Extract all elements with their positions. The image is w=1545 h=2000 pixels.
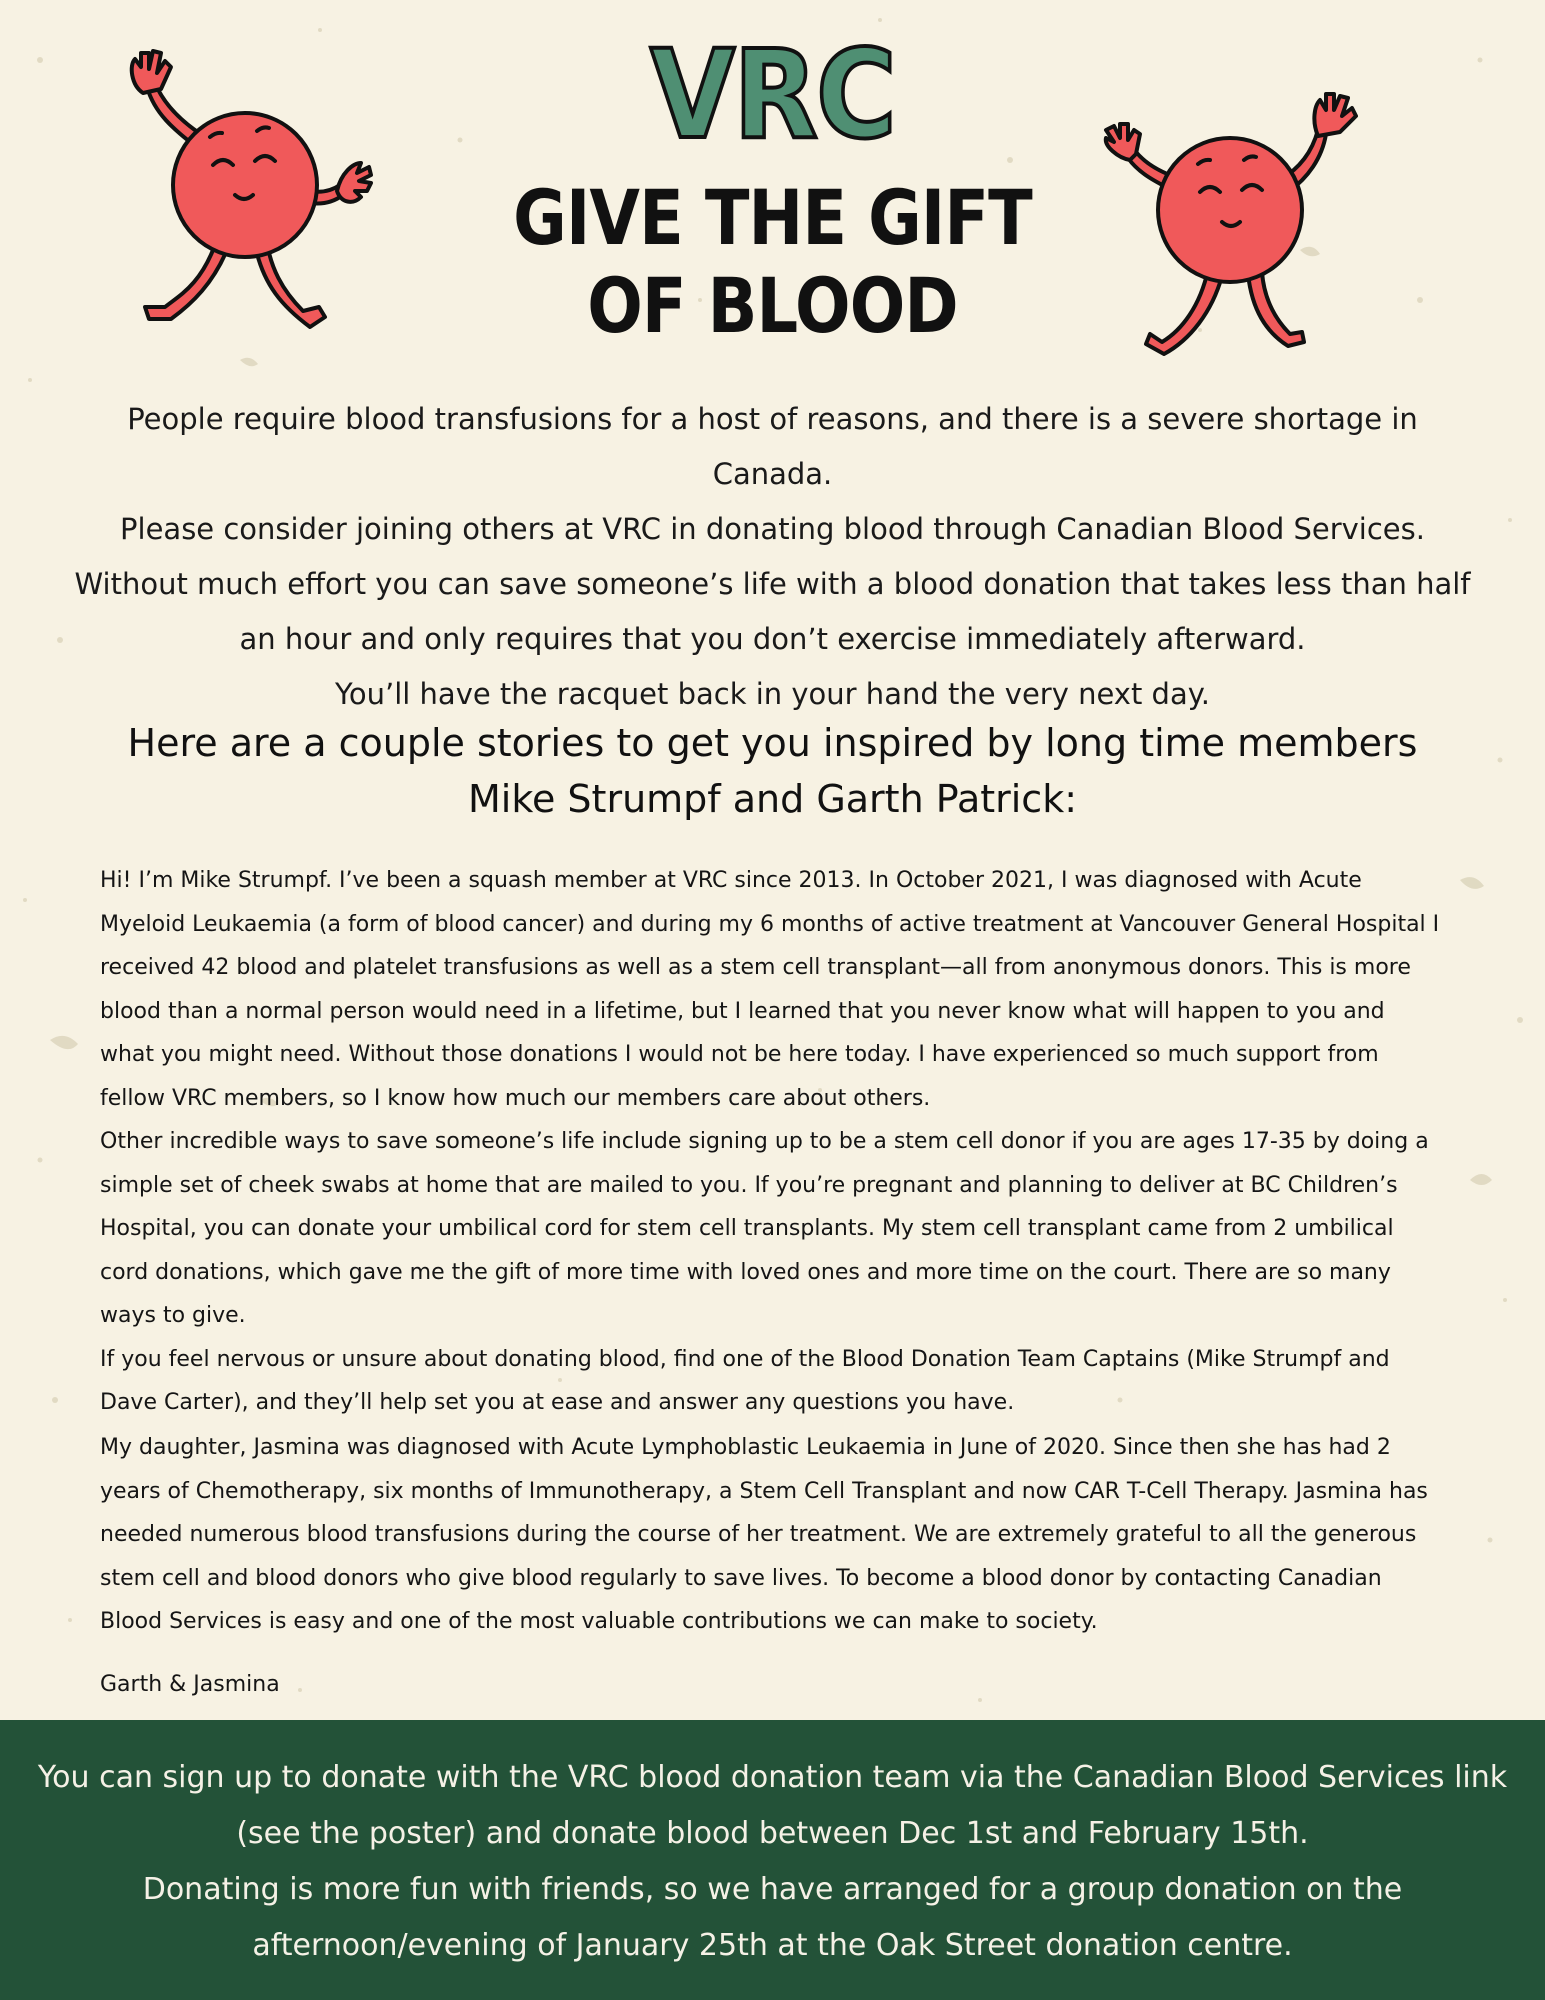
story-signature: Garth & Jasmina: [100, 1672, 280, 1697]
footer-line: You can sign up to donate with the VRC blood donation team via the Canadian Blood Services link: [37, 1760, 1508, 1795]
footer-line: afternoon/evening of January 25th at the Oak Street donation centre.: [252, 1928, 1293, 1963]
stories-heading-line-2: Mike Strumpf and Garth Patrick:: [467, 777, 1078, 821]
headline-line-2: OF BLOOD: [587, 261, 958, 350]
blood-drop-mascot-icon: [105, 45, 375, 345]
stories-heading-line-1: Here are a couple stories to get you inspired by long time members: [127, 721, 1418, 765]
story-paragraph: If you feel nervous or unsure about donating blood, find one of the Blood Donation Team Captains (Mike Strumpf and Dave Carter), and they’ll help set you at ease and answer any questions you have.: [100, 1346, 1390, 1415]
intro-line: You’ll have the racquet back in your hand the very next day.: [335, 677, 1210, 711]
intro-line: Please consider joining others at VRC in donating blood through Canadian Blood Services.: [120, 512, 1425, 546]
story-paragraph: Other incredible ways to save someone’s life include signing up to be a stem cell donor if you are ages 17-35 by doing a simple set of cheek swabs at home that are mailed to you. If you’re pregnant and planning to deliver at BC Children’s Hospital, you can donate your umbilical cord for stem cell transplants. My stem cell transplant came from 2 umbilical cord donations, which gave me the gift of more time with loved ones and more time on the court. There are so many ways to give.: [100, 1129, 1429, 1328]
intro-line: Without much effort you can save someone’s life with a blood donation that takes less than half: [74, 567, 1471, 601]
story-paragraph: Hi! I’m Mike Strumpf. I’ve been a squash member at VRC since 2013. In October 2021, I was diagnosed with Acute Myeloid Leukaemia (a form of blood cancer) and during my 6 months of active treatment at Vancouver General Hospital I received 42 blood and platelet transfusions as well as a stem cell transplant—all from anonymous donors. This is more blood than a normal person would need in a lifetime, but I learned that you never know what will happen to you and what you might need. Without those donations I would not be here today. I have experienced so much support from fellow VRC members, so I know how much our members care about others.: [100, 868, 1440, 1111]
story-garth-patrick: [100, 1426, 1445, 1644]
footer-line: Donating is more fun with friends, so we have arranged for a group donation on the: [142, 1872, 1403, 1907]
intro-line: People require blood transfusions for a host of reasons, and there is a severe shortage in Canada.: [127, 402, 1418, 491]
page-title: [452, 174, 1093, 350]
brand-logo: VRC: [650, 24, 895, 166]
poster-header: [400, 24, 1145, 350]
headline-line-1: GIVE THE GIFT: [513, 173, 1032, 262]
story-mike-strumpf: [100, 859, 1445, 1425]
signup-footer: [0, 1720, 1545, 2000]
footer-line: (see the poster) and donate blood between Dec 1st and February 15th.: [236, 1816, 1309, 1851]
intro-line: an hour and only requires that you don’t exercise immediately afterward.: [239, 622, 1306, 656]
stories-heading: [70, 715, 1475, 827]
intro-text: [70, 392, 1475, 722]
story-paragraph: My daughter, Jasmina was diagnosed with Acute Lymphoblastic Leukaemia in June of 2020. Since then she has had 2 years of Chemotherapy, six months of Immunotherapy, a Stem Cell Transplant and now CAR T-Cell Therapy. Jasmina has needed numerous blood transfusions during the course of her treatment. We are extremely grateful to all the generous stem cell and blood donors who give blood regularly to save lives. To become a blood donor by contacting Canadian Blood Services is easy and one of the most valuable contributions we can make to society.: [100, 1435, 1428, 1634]
